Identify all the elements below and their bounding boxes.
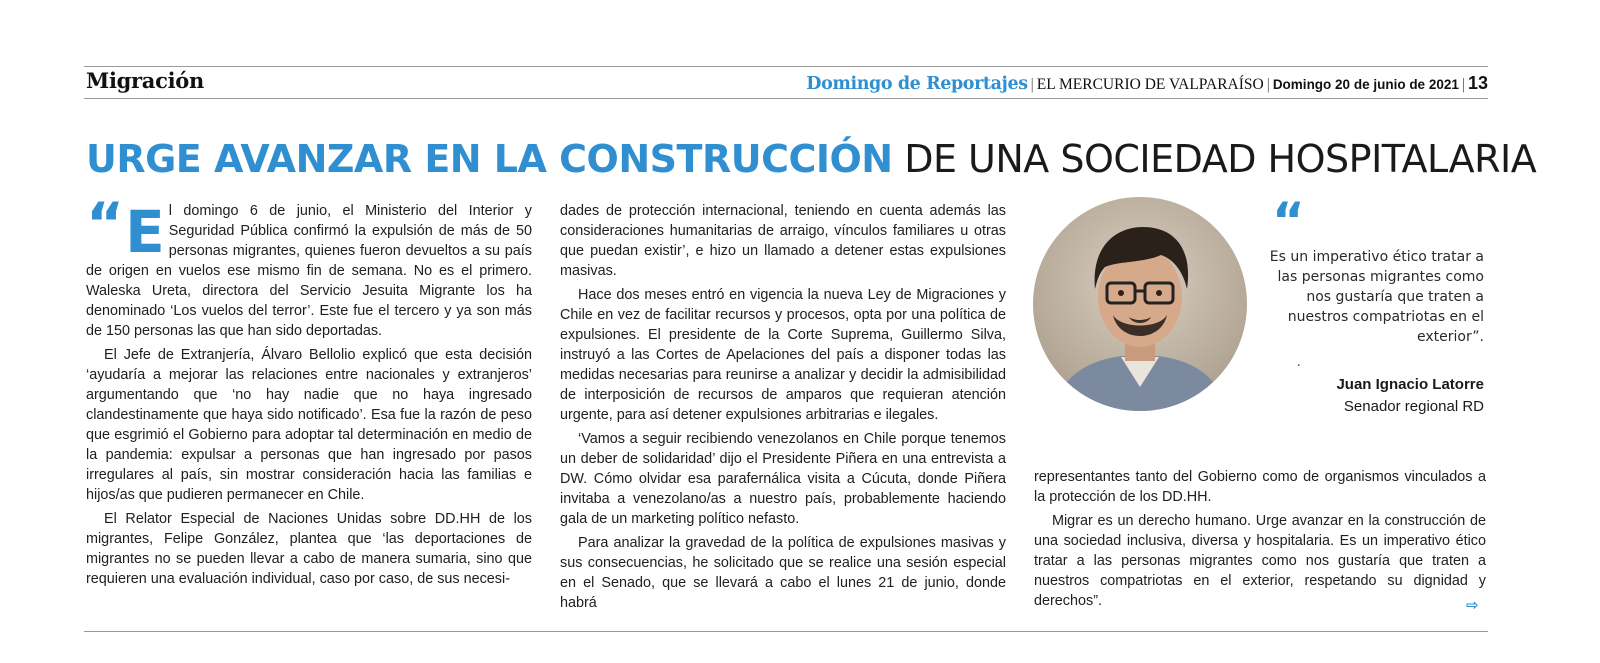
article-column-1 bbox=[86, 190, 532, 589]
article-paragraph: l domingo 6 de junio, el Ministerio del Interior y Seguridad Pública confirmó la expulsión de más de 50 personas migrantes, quienes fueron devueltos a su país de origen en vuelos ese mismo fin de semana. No es el primero. Waleska Ureta, directora del Servicio Jesuita Migrante los ha denominado ‘Los vuelos del terror’. Este fue el tercero y ya son más de 150 personas las que han sido deportadas. bbox=[86, 203, 532, 339]
headline-rest: DE UNA SOCIEDAD HOSPITALARIA bbox=[904, 137, 1537, 181]
masthead-separator: | bbox=[1461, 76, 1465, 93]
open-quote-icon: “ bbox=[86, 190, 125, 258]
masthead bbox=[806, 73, 1488, 94]
article-paragraph: El Relator Especial de Naciones Unidas sobre DD.HH de los migrantes, Felipe González, plantea que ‘las deportaciones de migrantes no se pueden llevar a cabo de manera sumaria, sino que requieren una evaluación individual, caso por caso, de sus necesi- bbox=[86, 511, 532, 587]
masthead-date: Domingo 20 de junio de 2021 bbox=[1272, 77, 1459, 92]
section-label: Migración bbox=[86, 68, 204, 93]
masthead-brand: Domingo de Reportajes bbox=[806, 74, 1028, 94]
article-paragraph: Para analizar la gravedad de la política de expulsiones masivas y sus consecuencias, he solicitado que se realice una sesión especial en el Senado, que se llevará a cabo el lunes 21 de junio, donde habrá bbox=[560, 535, 1006, 611]
top-rule bbox=[84, 66, 1488, 67]
author-role: Senador regional RD bbox=[1343, 398, 1484, 415]
article-paragraph: Hace dos meses entró en vigencia la nueva Ley de Migraciones y Chile en vez de facilitar recursos y procesos, opta por una política de expulsiones. El presidente de la Corte Suprema, Guillermo Silva, instruyó a las Cortes de Apelaciones del país a disponer todas las medidas necesarias para reunirse a analizar y decidir la admisibilidad de interposición de recursos de amparos que requieran atención urgente, para así detener expulsiones arbitrarias e ilegales. bbox=[560, 287, 1006, 423]
article-paragraph: El Jefe de Extranjería, Álvaro Bellolio explicó que esta decisión ‘ayudaría a mejorar las relaciones entre nacionales y extranjeros’ argumentando que ‘no hay nadie que no haya ingresado clandestinamente que haya sido notificado’. Esa fue la razón de peso que esgrimió el Gobierno para adoptar tal determinación en medio de la pandemia: expulsar a personas que han ingresado por pasos irregulares al país, sin mostrar consideración hacia las familias e hijos/as que pudieren permanecer en Chile. bbox=[86, 347, 532, 503]
bottom-rule bbox=[84, 631, 1488, 632]
masthead-publication: EL MERCURIO DE VALPARAÍSO bbox=[1036, 76, 1264, 93]
pull-quote-dot: . bbox=[1297, 355, 1301, 370]
masthead-separator: | bbox=[1030, 76, 1034, 93]
article-paragraph: ‘Vamos a seguir recibiendo venezolanos en Chile porque tenemos un deber de solidaridad’ dijo el Presidente Piñera en una entrevista a DW. Cómo olvidar esa parafernálica visita a Cúcuta, donde Piñera invitaba a venezolano/as a nuestro país, probablemente haciendo gala de un marketing político nefasto. bbox=[560, 431, 1006, 527]
page-number: 13 bbox=[1467, 73, 1488, 93]
header-rule bbox=[84, 98, 1488, 99]
headline-highlight: URGE AVANZAR EN LA CONSTRUCCIÓN bbox=[86, 137, 893, 181]
lead-paragraph-wrap bbox=[86, 190, 532, 341]
article-column-3 bbox=[1034, 467, 1486, 611]
pull-quote-icon: “ bbox=[1272, 192, 1305, 250]
article-paragraph: representantes tanto del Gobierno como de organismos vinculados a la protección de los DD.HH. bbox=[1034, 469, 1486, 505]
article-column-2 bbox=[560, 201, 1006, 613]
author-photo bbox=[1033, 197, 1247, 411]
author-name: Juan Ignacio Latorre bbox=[1336, 376, 1484, 393]
author-portrait-image bbox=[1033, 197, 1247, 411]
masthead-separator: | bbox=[1266, 76, 1270, 93]
article-paragraph: Migrar es un derecho humano. Urge avanzar en la construcción de una sociedad inclusiva, diversa y hospitalaria. Es un imperativo ético tratar a las personas migrantes como nos gustaría que traten a nuestros compatriotas en el exterior, respetando su dignidad y derechos”. bbox=[1034, 513, 1486, 609]
drop-cap: E bbox=[125, 198, 165, 266]
headline bbox=[86, 134, 1536, 184]
continue-arrow-icon: ⇨ bbox=[1466, 596, 1479, 614]
pull-quote-text: Es un imperativo ético tratar a las personas migrantes como nos gustaría que traten a nuestros compatriotas en el exterior”. bbox=[1269, 249, 1484, 345]
article-paragraph: dades de protección internacional, teniendo en cuenta además las consideraciones humanitarias de arraigo, vínculos familiares u otras que puedan existir’, e hizo un llamado a detener estas expulsiones masivas. bbox=[560, 203, 1006, 279]
